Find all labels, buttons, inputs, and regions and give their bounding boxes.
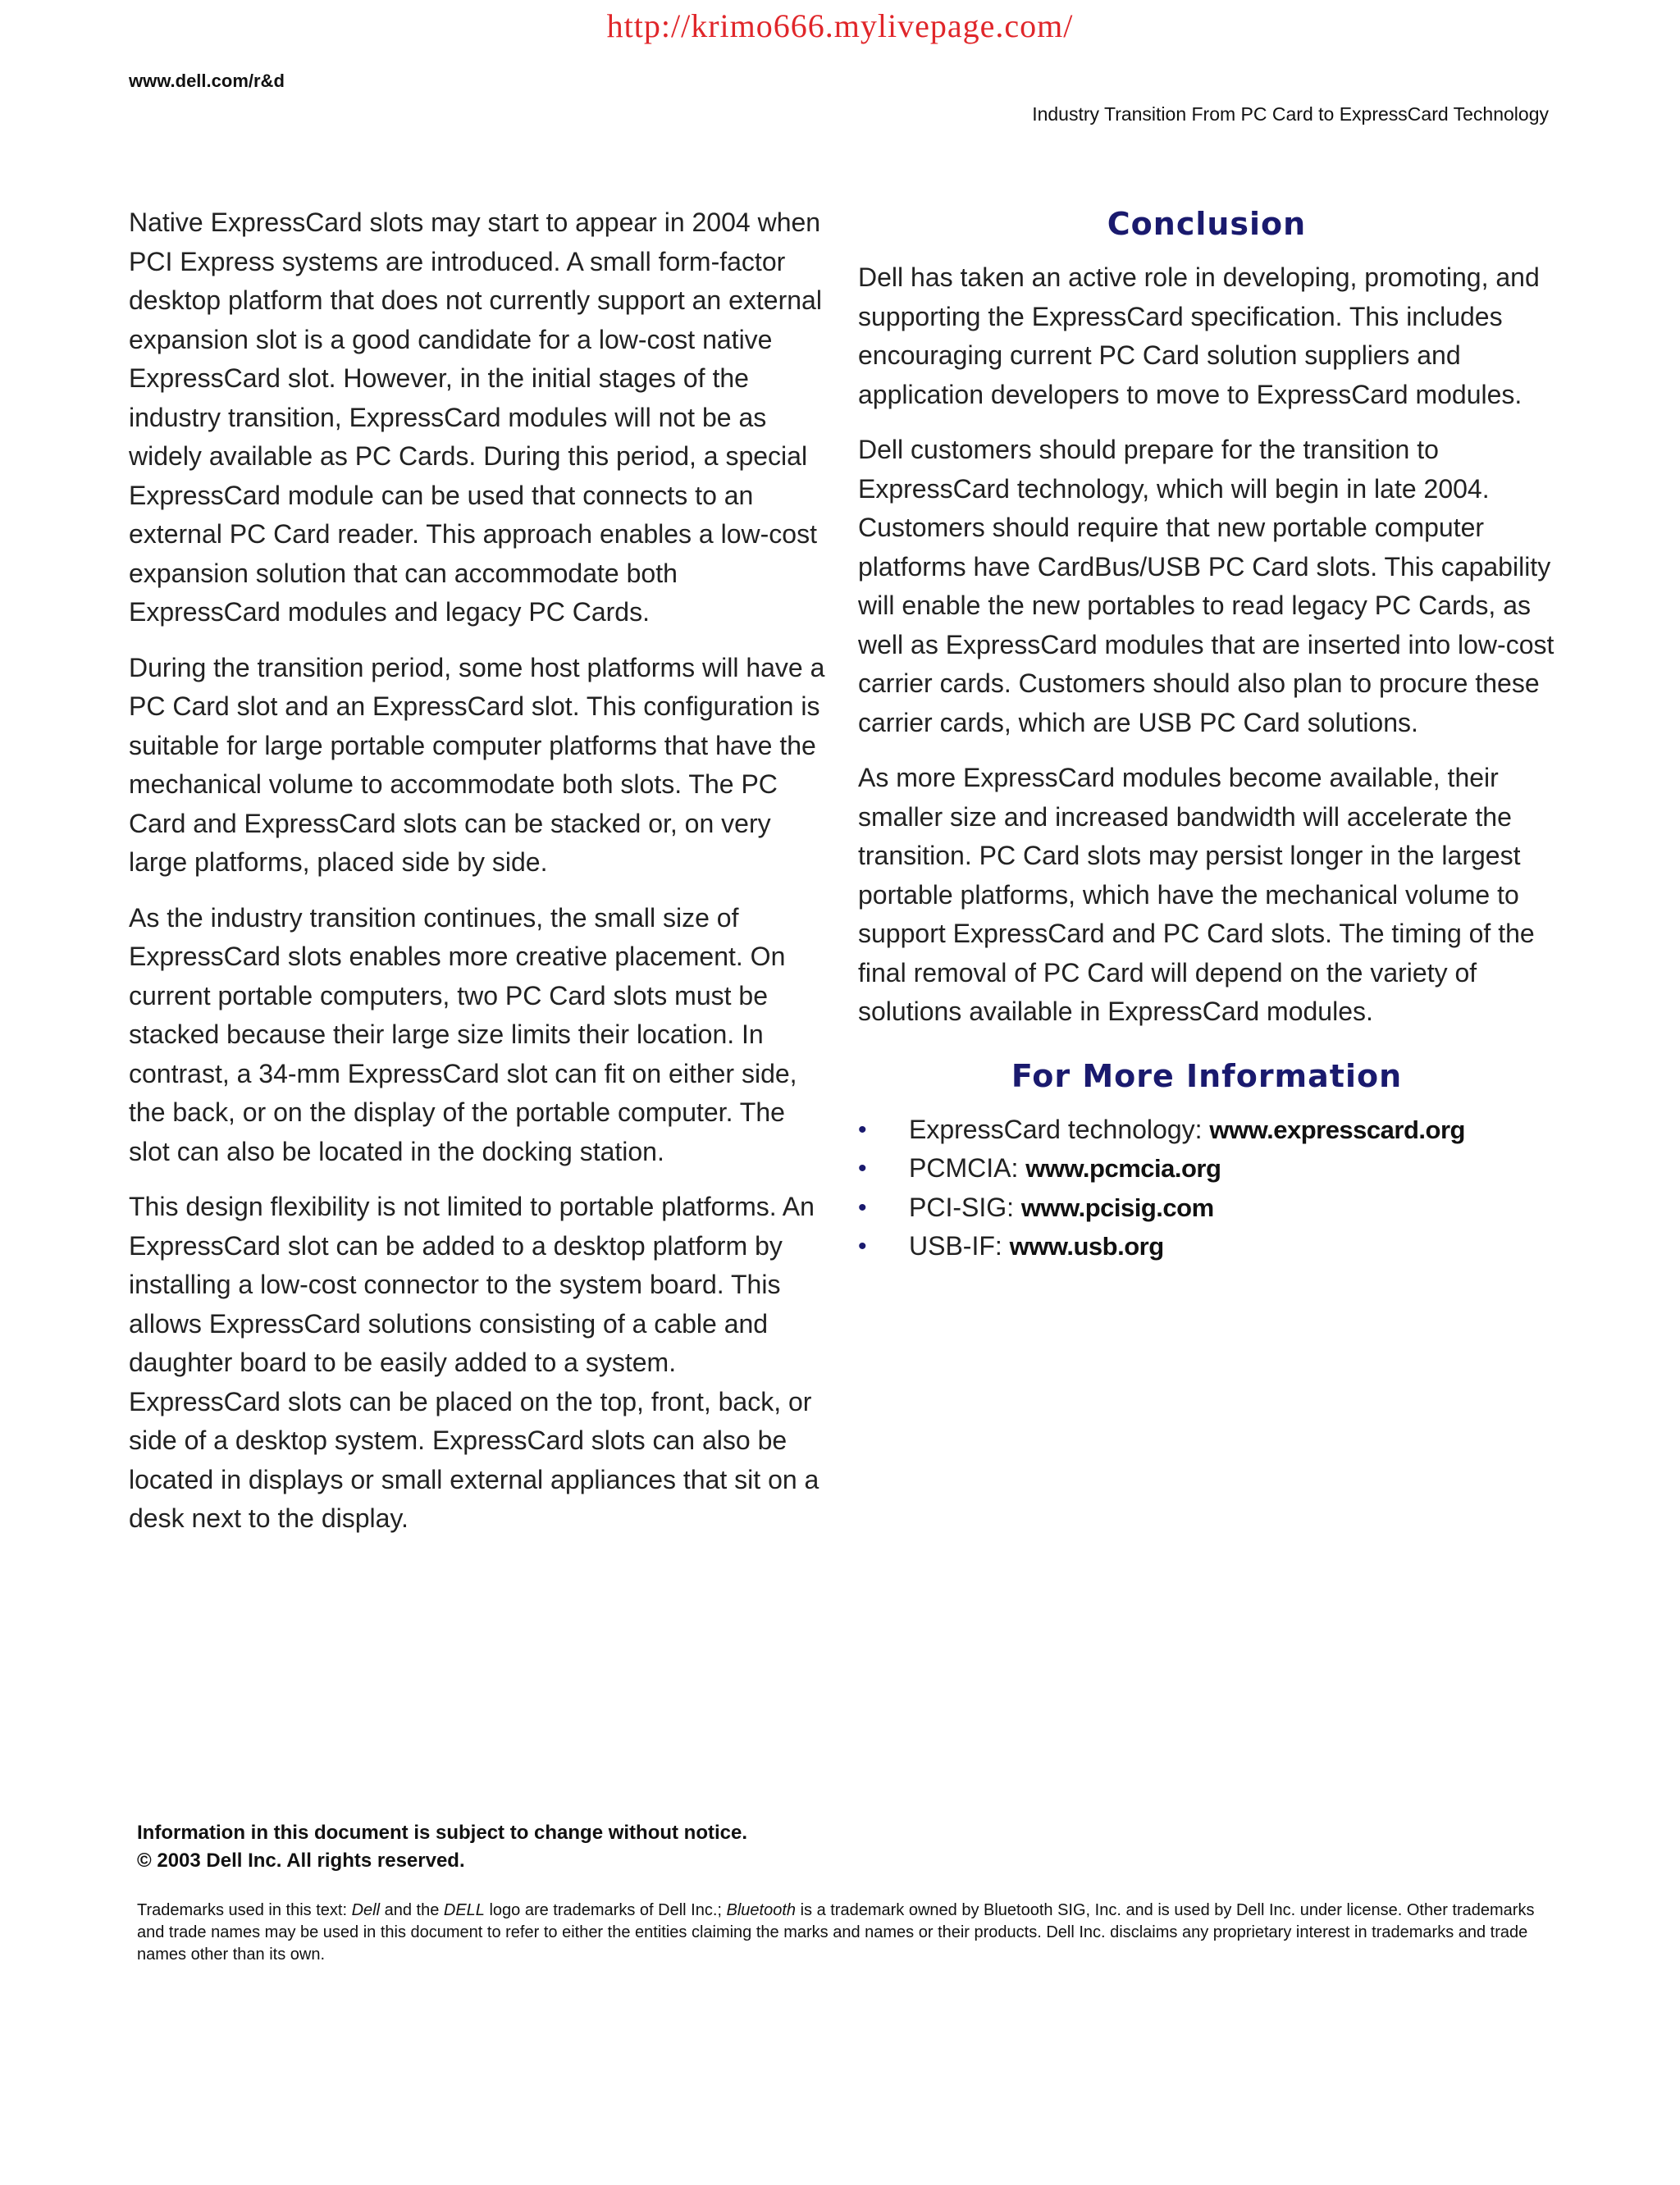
left-column <box>129 203 826 1555</box>
list-item <box>858 1188 1555 1228</box>
bullet-icon: • <box>858 1193 867 1221</box>
tm-text: and the <box>380 1901 444 1919</box>
right-column <box>858 201 1555 1266</box>
more-info-heading: For More Information <box>1011 1057 1403 1094</box>
tm-dell-logo: DELL <box>443 1901 485 1919</box>
tm-bluetooth: Bluetooth <box>726 1901 797 1919</box>
link-label: PCMCIA: <box>909 1153 1026 1183</box>
tm-text: Trademarks used in this text: <box>137 1901 352 1919</box>
conclusion-heading: Conclusion <box>1107 206 1307 242</box>
body-paragraph: During the transition period, some host platforms will have a PC Card slot and an ExpressCard slot. This configuration is suitable for large portable computer platforms that have the mechanical volume to accommodate both slots. The PC Card and ExpressCard slots can be stacked or, on very large platforms, placed side by side. <box>129 652 825 877</box>
usb-link[interactable]: www.usb.org <box>1009 1232 1164 1261</box>
expresscard-link[interactable]: www.expresscard.org <box>1209 1115 1465 1144</box>
bullet-icon: • <box>858 1155 867 1182</box>
body-paragraph: As more ExpressCard modules become available, their smaller size and increased bandwidth will accelerate the transition. PC Card slots may persist longer in the largest portable platforms, which have the mechanical volume to support ExpressCard and PC Card slots. The timing of the final removal of PC Card will depend on the variety of solutions available in ExpressCard modules. <box>858 763 1535 1026</box>
top-url-link[interactable]: http://krimo666.mylivepage.com/ <box>606 7 1074 44</box>
bullet-icon: • <box>858 1233 867 1260</box>
body-paragraph: Dell customers should prepare for the transition to ExpressCard technology, which will begin in late 2004. Customers should require that new portable computer platforms have CardBus/USB PC Card slots. This capability will enable the new portables to read legacy PC Cards, as well as ExpressCard modules that are inserted into low-cost carrier cards. Customers should also plan to procure these carrier cards, which are USB PC Card solutions. <box>858 435 1554 737</box>
more-info-list <box>858 1111 1555 1266</box>
bullet-icon: • <box>858 1115 867 1143</box>
tm-text: logo are trademarks of Dell Inc.; <box>484 1901 727 1919</box>
link-label: PCI-SIG: <box>909 1192 1021 1222</box>
pcmcia-link[interactable]: www.pcmcia.org <box>1025 1154 1221 1183</box>
link-label: ExpressCard technology: <box>909 1114 1210 1144</box>
tm-dell: Dell <box>351 1901 381 1919</box>
site-url: www.dell.com/r&d <box>129 71 285 91</box>
trademarks-text <box>137 1900 1544 1966</box>
body-paragraph: This design flexibility is not limited to portable platforms. An ExpressCard slot can be added to a desktop platform by installing a low-cost connector to the system board. This allows ExpressCard solutions consisting of a cable and daughter board to be easily added to a system. ExpressCard slots can be placed on the top, front, back, or side of a desktop system. ExpressCard slots can also be located in displays or small external appliances that sit on a desk next to the display. <box>129 1192 819 1533</box>
link-label: USB-IF: <box>909 1231 1010 1261</box>
copyright-line: © 2003 Dell Inc. All rights reserved. <box>137 1850 465 1872</box>
body-paragraph: Native ExpressCard slots may start to appear in 2004 when PCI Express systems are introduced. A small form-factor desktop platform that does not currently support an external expansion slot is a good candidate for a low-cost native ExpressCard slot. However, in the initial stages of the industry transition, ExpressCard modules will not be as widely available as PC Cards. During this period, a special ExpressCard module can be used that connects to an external PC Card reader. This approach enables a low-cost expansion solution that can accommodate both ExpressCard modules and legacy PC Cards. <box>129 208 822 627</box>
list-item <box>858 1111 1555 1150</box>
list-item <box>858 1227 1555 1266</box>
document-title: Industry Transition From PC Card to ExpressCard Technology <box>1032 103 1549 125</box>
body-paragraph: Dell has taken an active role in developing, promoting, and supporting the ExpressCard specification. This includes encouraging current PC Card solution suppliers and application developers to move to ExpressCard modules. <box>858 262 1540 409</box>
pcisig-link[interactable]: www.pcisig.com <box>1020 1193 1214 1222</box>
notice-line: Information in this document is subject to change without notice. <box>137 1822 748 1844</box>
body-paragraph: As the industry transition continues, the small size of ExpressCard slots enables more creative placement. On current portable computers, two PC Card slots must be stacked because their large size limits their location. In contrast, a 34-mm ExpressCard slot can fit on either side, the back, or on the display of the portable computer. The slot can also be located in the docking station. <box>129 902 797 1166</box>
list-item <box>858 1149 1555 1188</box>
footer <box>137 1819 1548 1966</box>
tm-text: is a trademark owned by Bluetooth SIG, Inc. and is used by Dell Inc. under license. Other trademarks and trade names may be used in this document to refer to either the entities claiming the marks and names or their products. Dell Inc. disclaims any proprietary interest in trademarks and trade names other than its own. <box>137 1901 1535 1964</box>
